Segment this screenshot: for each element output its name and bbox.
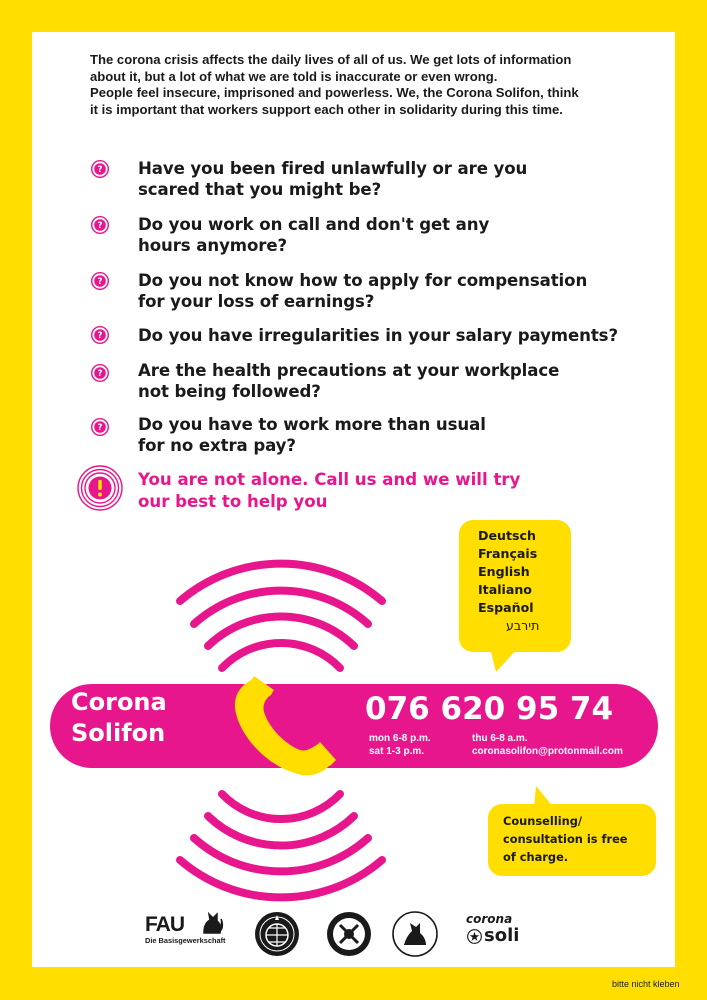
intro-line: People feel insecure, imprisoned and powerless. We, the Corona Solifon, think xyxy=(90,85,579,100)
question-item xyxy=(138,360,678,402)
callout-text xyxy=(138,469,598,513)
black-cat-icon xyxy=(200,911,224,935)
hours-left xyxy=(369,732,431,758)
language-item: Español xyxy=(478,600,534,615)
fau-logo xyxy=(145,914,227,946)
question-line: Do you have irregularities in your salary payments? xyxy=(138,326,618,345)
languages-bubble xyxy=(459,520,571,652)
question-line: Do you have to work more than usual xyxy=(138,415,486,434)
hotline-name-line: Corona xyxy=(71,688,167,716)
question-line: Do you not know how to apply for compensation xyxy=(138,271,588,290)
callout-line: our best to help you xyxy=(138,492,328,511)
question-line: Are the health precautions at your workplace xyxy=(138,361,560,380)
question-line: hours anymore? xyxy=(138,236,288,255)
question-mark-icon xyxy=(91,418,109,436)
free-note-line: Counselling/ xyxy=(503,814,583,828)
intro-paragraph xyxy=(90,52,650,118)
question-mark-icon xyxy=(91,216,109,234)
intro-line: about it, but a lot of what we are told is inaccurate or even wrong. xyxy=(90,68,498,84)
hotline-name-line: Solifon xyxy=(71,719,166,747)
question-mark-icon xyxy=(91,160,109,178)
question-line: not being followed? xyxy=(138,382,321,401)
svg-text:?: ? xyxy=(97,331,103,342)
footnote: bitte nicht kleben xyxy=(612,979,680,989)
language-item: Italiano xyxy=(478,582,532,597)
language-item: תירבע xyxy=(506,618,540,633)
hours-text: thu 6-8 a.m. xyxy=(472,733,528,744)
corona-soli-bottom: soli xyxy=(484,925,520,946)
question-item xyxy=(138,325,678,346)
question-line: Do you work on call and don't get any xyxy=(138,215,490,234)
free-note-line: consultation is free xyxy=(503,832,628,846)
svg-text:?: ? xyxy=(97,277,103,288)
question-item xyxy=(138,158,678,200)
hours-text: mon 6-8 p.m. xyxy=(369,733,431,744)
svg-text:?: ? xyxy=(97,423,103,434)
language-item: Deutsch xyxy=(478,528,536,543)
question-line: for no extra pay? xyxy=(138,436,296,455)
question-item xyxy=(138,414,678,456)
star-icon xyxy=(467,929,482,944)
bubble-tail xyxy=(488,648,522,674)
poster-sheet xyxy=(32,32,675,967)
intro-line: The corona crisis affects the daily lives of all of us. We get lots of information xyxy=(90,52,572,67)
language-item: Français xyxy=(478,546,538,561)
hours-text: sat 1-3 p.m. xyxy=(369,746,425,757)
question-line: Have you been fired unlawfully or are you xyxy=(138,159,528,178)
svg-text:?: ? xyxy=(97,369,103,380)
email-link[interactable]: coronasolifon@protonmail.com xyxy=(472,746,623,757)
question-item xyxy=(138,270,678,312)
phone-handset-icon xyxy=(228,672,340,782)
hotline-name xyxy=(71,687,167,749)
corona-soli-top: corona xyxy=(466,912,513,926)
corona-soli-logo xyxy=(466,913,546,946)
callout-line: You are not alone. Call us and we will try xyxy=(138,470,521,489)
bubble-tail xyxy=(530,786,556,808)
hotline-number[interactable]: 076 620 95 74 xyxy=(365,691,614,727)
free-note-line: of charge. xyxy=(503,850,569,864)
language-item: English xyxy=(478,564,530,579)
union-emblem-globe-icon xyxy=(254,911,300,957)
exclamation-icon xyxy=(77,465,123,511)
corona-soli-bottom-wrap xyxy=(466,926,546,946)
fau-subtitle: Die Basisgewerkschaft xyxy=(145,936,226,945)
logo-row xyxy=(32,907,675,957)
union-emblem-crossed-tools-icon xyxy=(326,911,372,957)
svg-text:?: ? xyxy=(97,165,103,176)
question-line: scared that you might be? xyxy=(138,180,382,199)
question-line: for your loss of earnings? xyxy=(138,292,375,311)
intro-line: it is important that workers support each other in solidarity during this time. xyxy=(90,101,563,117)
union-emblem-figure-icon xyxy=(392,911,438,957)
free-consultation-bubble xyxy=(488,804,656,876)
hours-right xyxy=(472,732,623,758)
fau-name: FAU xyxy=(145,913,184,936)
question-item xyxy=(138,214,678,256)
question-mark-icon xyxy=(91,326,109,344)
question-mark-icon xyxy=(91,364,109,382)
question-mark-icon xyxy=(91,272,109,290)
svg-text:?: ? xyxy=(97,221,103,232)
